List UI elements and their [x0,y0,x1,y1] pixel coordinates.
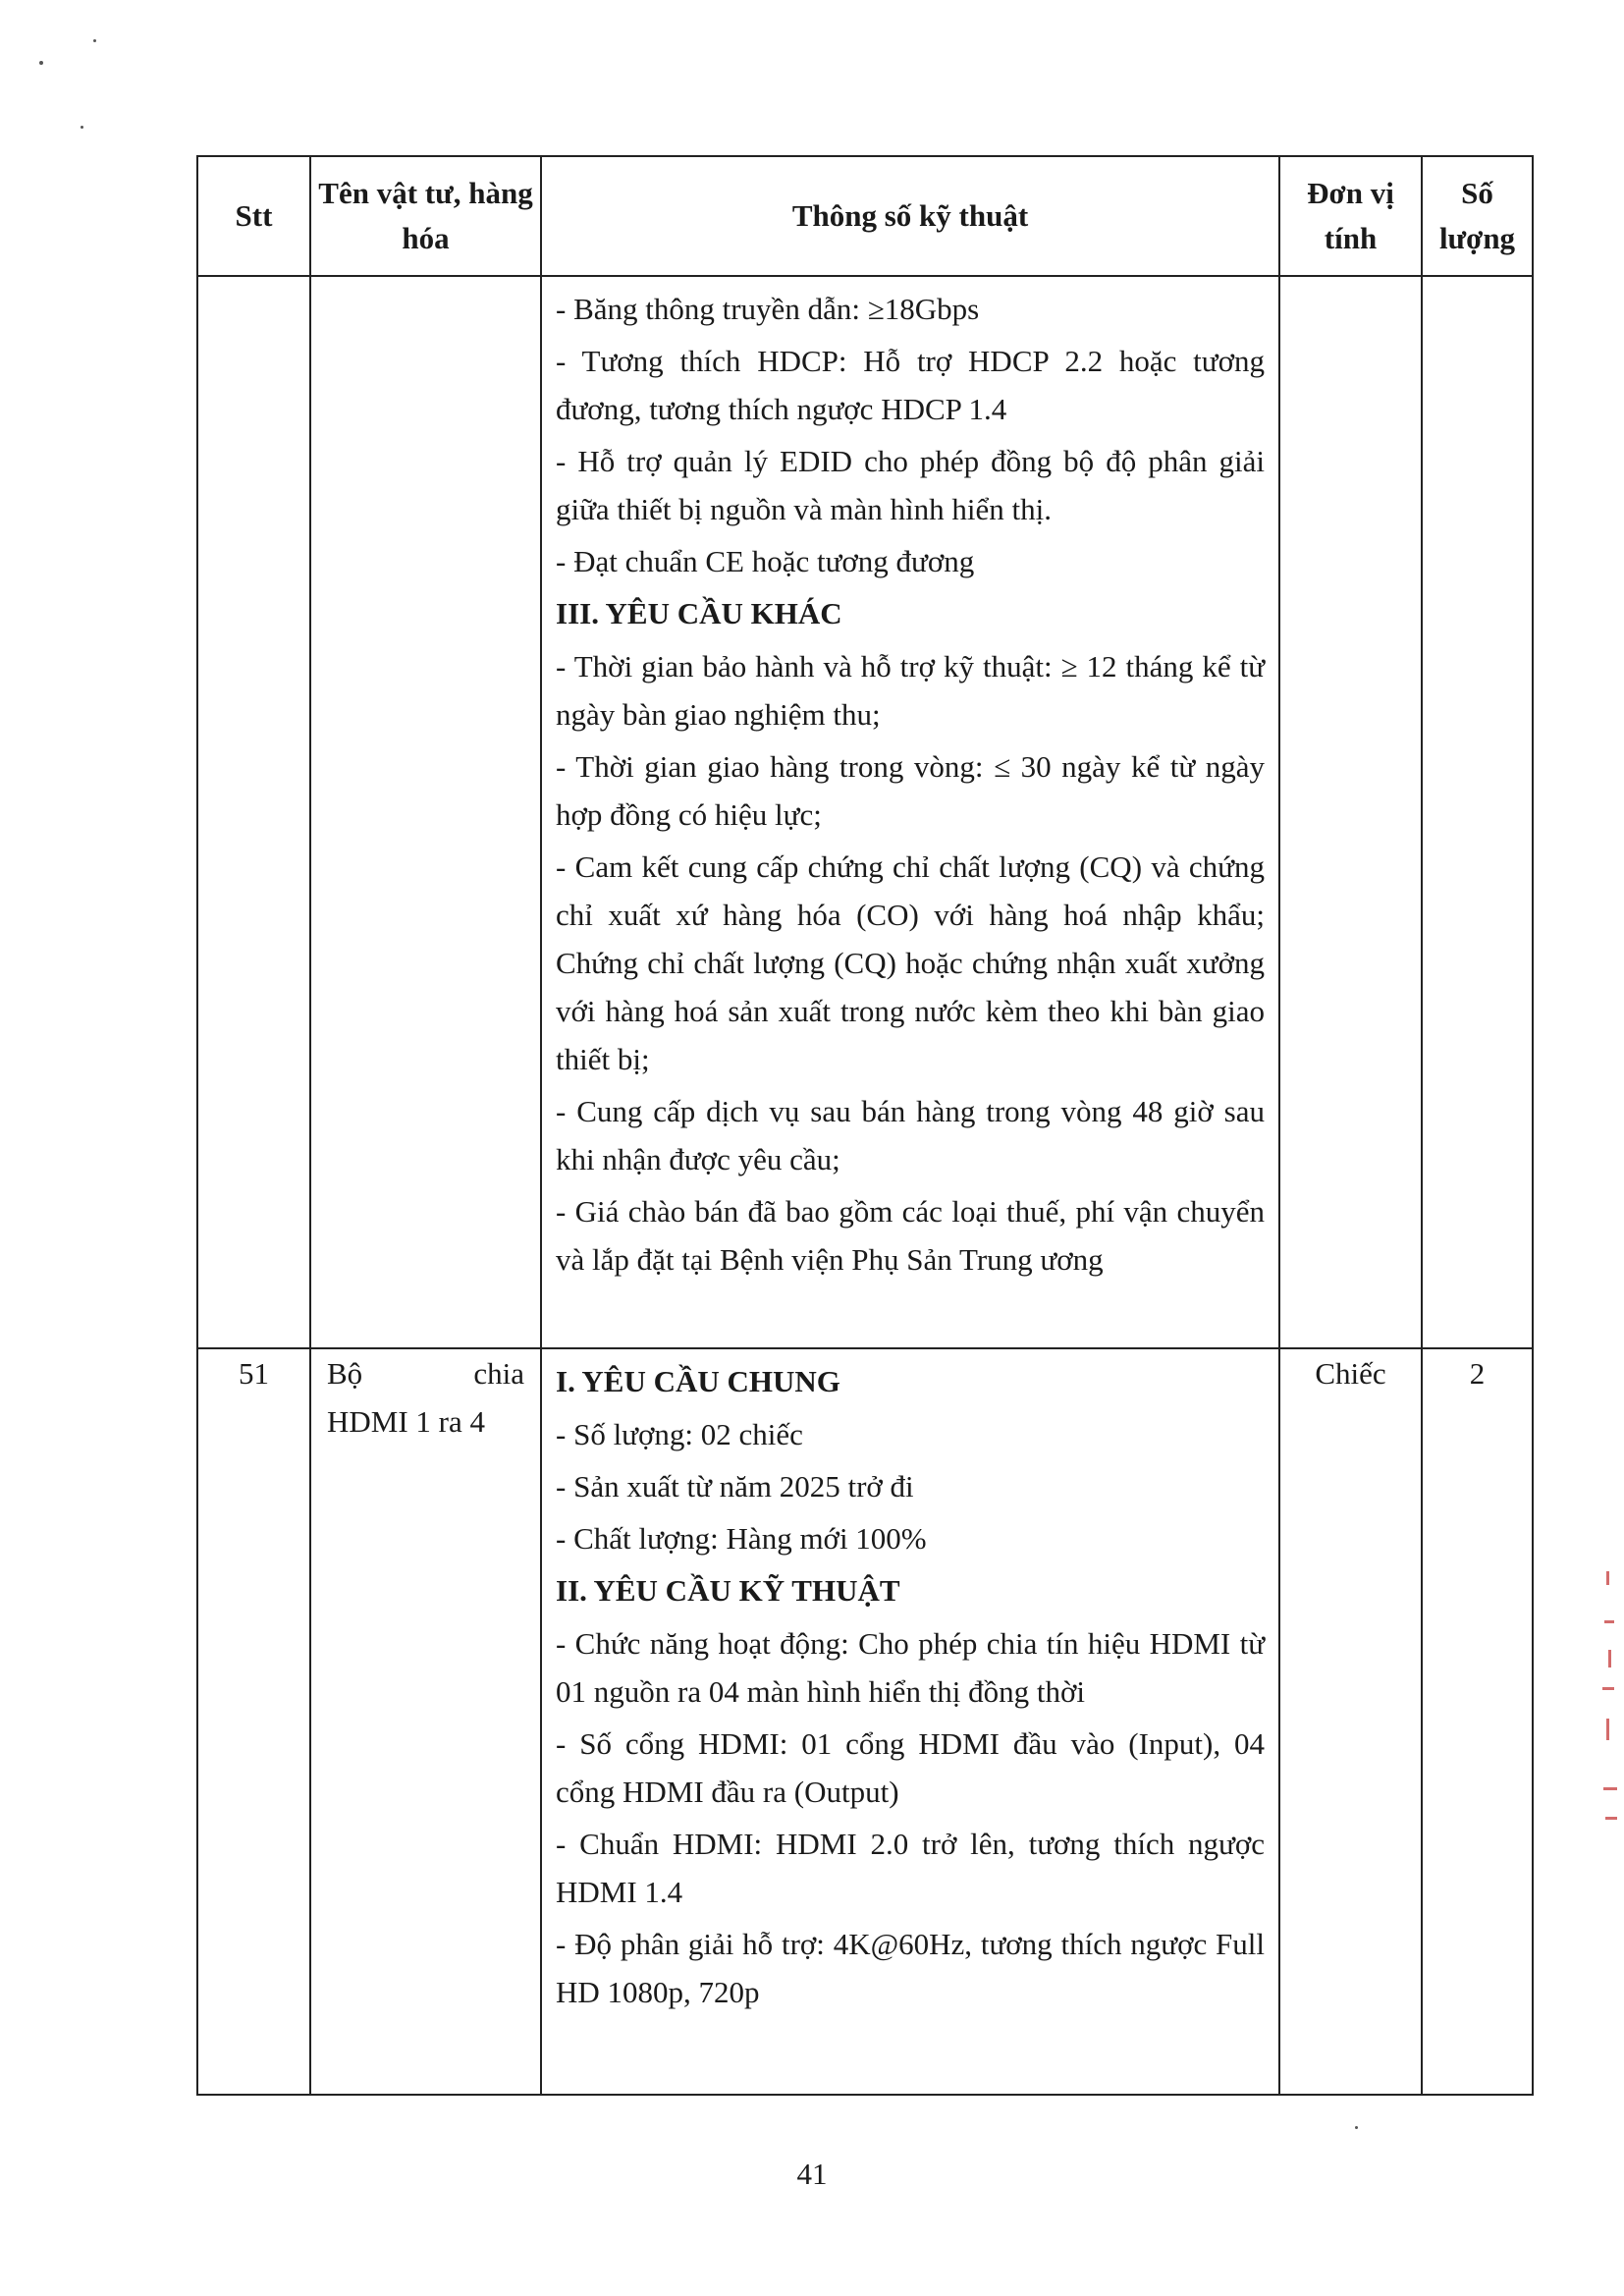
spec-line: - Hỗ trợ quản lý EDID cho phép đồng bộ độ phân giải giữa thiết bị nguồn và màn hình hiển thị. [556,444,1265,526]
spec-line: - Số cổng HDMI: 01 cổng HDMI đầu vào (Input), 04 cổng HDMI đầu ra (Output) [556,1726,1265,1809]
table-header-row [197,156,1533,276]
header-spec: Thông số kỹ thuật [541,156,1279,276]
cell-name-continued [310,276,541,1348]
page-number: 41 [796,2157,828,2191]
spec-line: - Băng thông truyền dẫn: ≥18Gbps [556,292,980,326]
cell-unit: Chiếc [1279,1348,1422,2095]
table-row-51 [197,1348,1533,2095]
item-name-line1 [327,1349,524,1397]
cell-item-name [310,1348,541,2095]
cell-stt-continued [197,276,310,1348]
spec-section-heading: III. YÊU CẦU KHÁC [556,596,842,630]
cell-qty-continued [1422,276,1533,1348]
spec-line: - Thời gian bảo hành và hỗ trợ kỹ thuật: ≥ 12 tháng kể từ ngày bàn giao nghiệm thu; [556,649,1265,732]
spec-line: - Đạt chuẩn CE hoặc tương đương [556,544,975,578]
spec-line: - Độ phân giải hỗ trợ: 4K@60Hz, tương thích ngược Full HD 1080p, 720p [556,1927,1265,2009]
spec-line: - Số lượng: 02 chiếc [556,1417,803,1451]
cell-unit-continued [1279,276,1422,1348]
spec-line: - Chức năng hoạt động: Cho phép chia tín hiệu HDMI từ 01 nguồn ra 04 màn hình hiển thị đồng thời [556,1626,1265,1709]
spec-line: - Sản xuất từ năm 2025 trở đi [556,1469,914,1503]
spec-line: - Chuẩn HDMI: HDMI 2.0 trở lên, tương thích ngược HDMI 1.4 [556,1827,1265,1909]
cell-qty: 2 [1422,1348,1533,2095]
specification-table [196,155,1534,2096]
spec-section-heading: II. YÊU CẦU KỸ THUẬT [556,1573,900,1608]
cell-spec [541,1348,1279,2095]
header-qty: Số lượng [1422,156,1533,276]
spec-line: - Cam kết cung cấp chứng chỉ chất lượng (CQ) và chứng chỉ xuất xứ hàng hóa (CO) với hàng hoá nhập khẩu; Chứng chỉ chất lượng (CQ) hoặc chứng nhận xuất xưởng với hàng hoá sản xuất trong nước kèm theo khi bàn giao thiết bị; [556,849,1265,1076]
spec-line: - Tương thích HDCP: Hỗ trợ HDCP 2.2 hoặc tương đương, tương thích ngược HDCP 1.4 [556,344,1265,426]
spec-line: - Thời gian giao hàng trong vòng: ≤ 30 ngày kể từ ngày hợp đồng có hiệu lực; [556,749,1265,832]
table-row-continued [197,276,1533,1348]
item-name-word1: Bộ [327,1356,363,1391]
cell-stt: 51 [197,1348,310,2095]
header-name: Tên vật tư, hàng hóa [310,156,541,276]
item-name-line2: HDMI 1 ra 4 [327,1404,485,1439]
spec-section-heading: I. YÊU CẦU CHUNG [556,1364,840,1398]
item-name-word2: chia [473,1356,524,1391]
header-stt: Stt [197,156,310,276]
red-stamp-edge [1600,1571,1622,1866]
spec-line: - Chất lượng: Hàng mới 100% [556,1521,927,1556]
spec-line: - Cung cấp dịch vụ sau bán hàng trong vòng 48 giờ sau khi nhận được yêu cầu; [556,1094,1265,1176]
header-unit: Đơn vị tính [1279,156,1422,276]
spec-line: - Giá chào bán đã bao gồm các loại thuế, phí vận chuyển và lắp đặt tại Bệnh viện Phụ Sản Trung ương [556,1194,1265,1277]
cell-spec-continued [541,276,1279,1348]
